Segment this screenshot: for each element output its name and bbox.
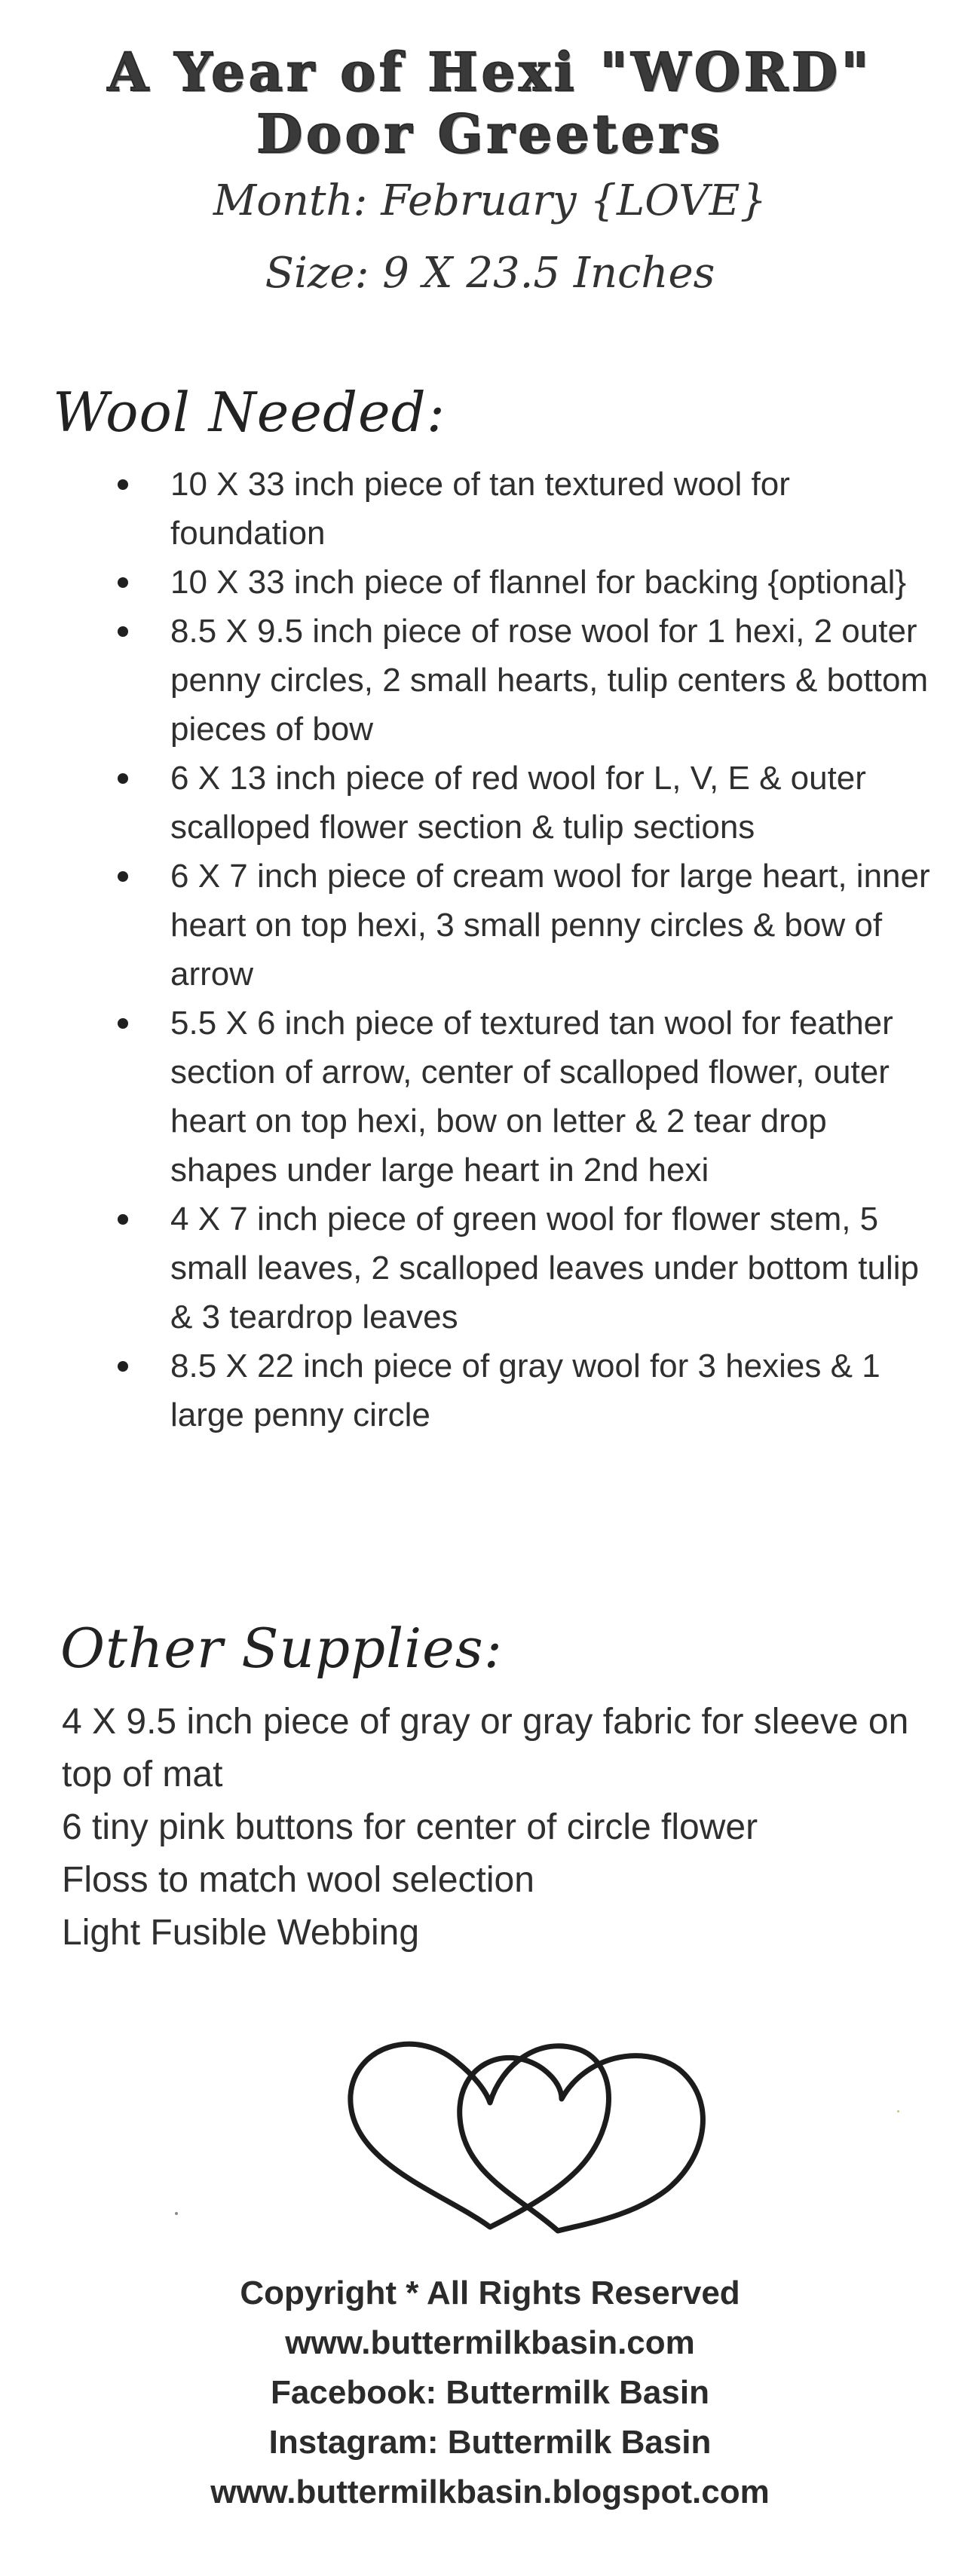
list-item (106, 852, 942, 999)
bullet-icon (118, 773, 128, 784)
list-item (106, 1195, 942, 1342)
list-item-text: 8.5 X 9.5 inch piece of rose wool for 1 hexi, 2 outer penny circles, 2 small hearts, tulip centers & bottom pieces of bow (170, 613, 929, 748)
bullet-icon (118, 577, 128, 588)
blog-link[interactable]: www.buttermilkbasin.blogspot.com (210, 2474, 770, 2510)
bullet-icon (118, 1214, 128, 1225)
scan-speck (897, 2110, 899, 2113)
scan-speck (175, 2212, 178, 2215)
left-heart-outline (351, 2044, 609, 2227)
website-link[interactable]: www.buttermilkbasin.com (285, 2324, 695, 2361)
list-item-text: 10 X 33 inch piece of tan textured wool for foundation (170, 466, 790, 552)
copyright-text: Copyright * All Rights Reserved (240, 2275, 740, 2311)
list-item-text: 8.5 X 22 inch piece of gray wool for 3 hexies & 1 large penny circle (170, 1348, 880, 1433)
bullet-icon (118, 626, 128, 637)
list-item-text: 5.5 X 6 inch piece of textured tan wool for feather section of arrow, center of scalloped flower, outer heart on top hexi, bow on letter & 2 tear drop shapes under large heart in 2nd hexi (170, 1005, 893, 1189)
wool-list (106, 460, 942, 1439)
supply-item: Light Fusible Webbing (62, 1913, 420, 1953)
right-heart-outline (460, 2056, 703, 2231)
title-block (0, 41, 980, 310)
size-label: Size: 9 X 23.5 Inches (265, 249, 715, 298)
list-item (106, 460, 942, 558)
month-label: Month: February {LOVE} (213, 176, 767, 225)
footer (0, 2269, 980, 2517)
list-item-text: 6 X 13 inch piece of red wool for L, V, E & outer scalloped flower section & tulip sections (170, 760, 866, 846)
title-line-2: Door Greeters (256, 102, 724, 165)
list-item (106, 1342, 942, 1439)
list-item (106, 754, 942, 852)
list-item (106, 558, 942, 607)
interlocking-hearts-icon (332, 2005, 724, 2246)
list-item (106, 999, 942, 1195)
list-item-text: 6 X 7 inch piece of cream wool for large heart, inner heart on top hexi, 3 small penny circles & bow of arrow (170, 858, 930, 993)
supply-item: 6 tiny pink buttons for center of circle flower (62, 1807, 758, 1847)
other-supplies-list (62, 1696, 936, 1960)
list-item (106, 607, 942, 754)
bullet-icon (118, 1361, 128, 1372)
title-line-1: A Year of Hexi "WORD" (107, 41, 873, 103)
wool-needed-heading: Wool Needed: (53, 381, 446, 444)
other-supplies-heading: Other Supplies: (60, 1617, 503, 1680)
list-item-text: 4 X 7 inch piece of green wool for flower stem, 5 small leaves, 2 scalloped leaves under bottom tulip & 3 teardrop leaves (170, 1201, 919, 1335)
instagram-text: Instagram: Buttermilk Basin (268, 2424, 712, 2461)
bullet-icon (118, 1018, 128, 1029)
facebook-text: Facebook: Buttermilk Basin (271, 2374, 709, 2411)
bullet-icon (118, 479, 128, 490)
supply-item: 4 X 9.5 inch piece of gray or gray fabric for sleeve on top of mat (62, 1702, 909, 1794)
supply-item: Floss to match wool selection (62, 1860, 534, 1900)
list-item-text: 10 X 33 inch piece of flannel for backing {optional} (170, 564, 907, 601)
bullet-icon (118, 871, 128, 882)
